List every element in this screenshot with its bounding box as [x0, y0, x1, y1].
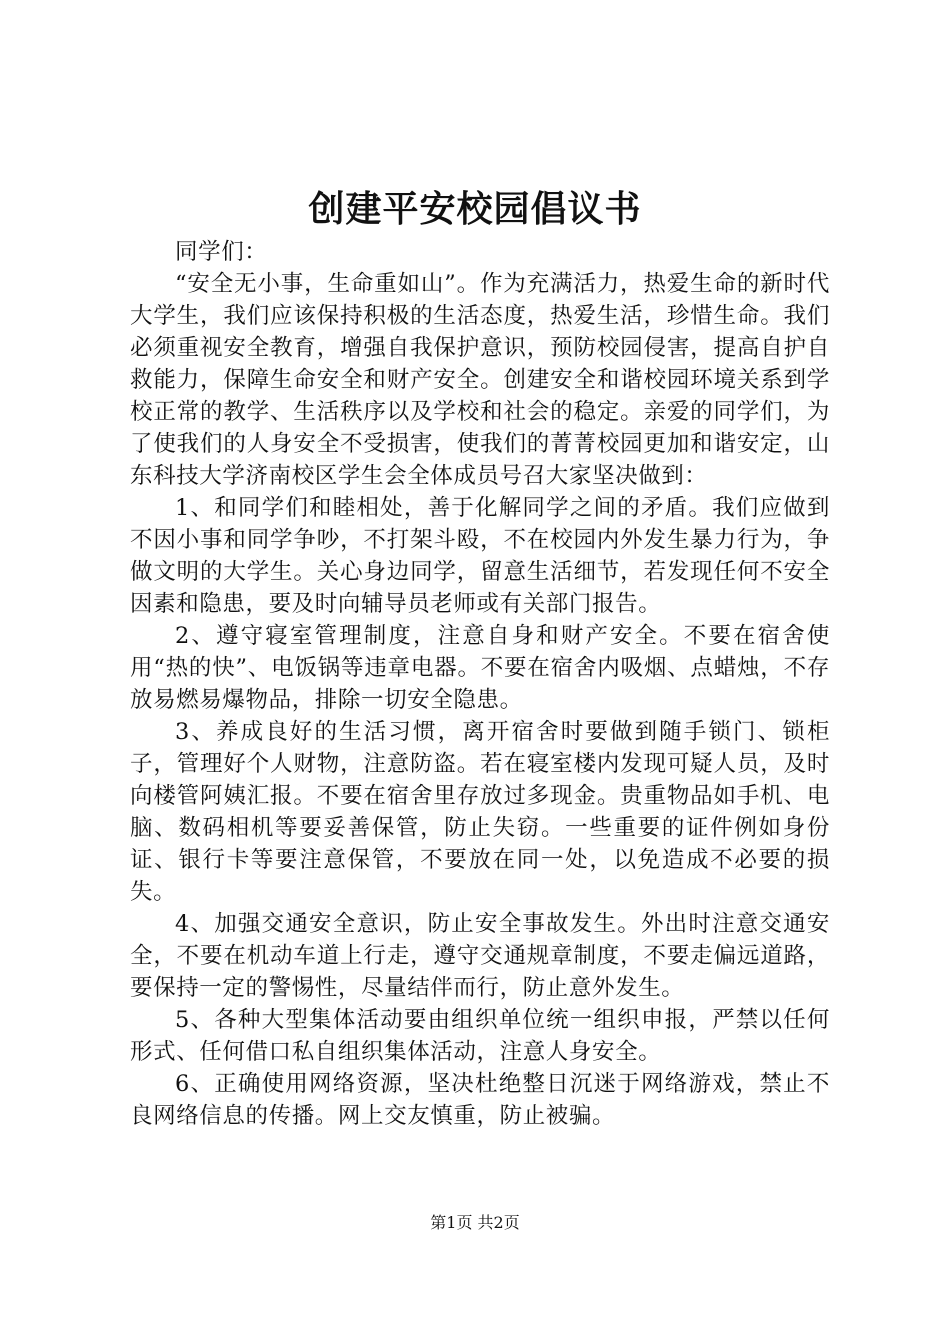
salutation: 同学们：	[175, 239, 268, 265]
paragraph-item-5: 5、各种大型集体活动要由组织单位统一组织申报，严禁以任何形式、任何借口私自组织集体活动，注意人身安全。	[130, 1007, 830, 1065]
document-title: 创建平安校园倡议书	[308, 188, 642, 230]
document-body	[130, 236, 830, 1132]
page-footer: 第1页 共2页	[430, 1213, 520, 1232]
paragraph-item-6: 6、正确使用网络资源，坚决杜绝整日沉迷于网络游戏，禁止不良网络信息的传播。网上交友慎重，防止被骗。	[130, 1071, 830, 1129]
paragraph-item-3: 3、养成良好的生活习惯，离开宿舍时要做到随手锁门、锁柜子，管理好个人财物，注意防盗。若在寝室楼内发现可疑人员，及时向楼管阿姨汇报。不要在宿舍里存放过多现金。贵重物品如手机、电脑、数码相机等要妥善保管，防止失窃。一些重要的证件例如身份证、银行卡等要注意保管，不要放在同一处，以免造成不必要的损失。	[130, 719, 830, 905]
paragraph-item-4: 4、加强交通安全意识，防止安全事故发生。外出时注意交通安全，不要在机动车道上行走，遵守交通规章制度，不要走偏远道路，要保持一定的警惕性，尽量结伴而行，防止意外发生。	[130, 911, 830, 1001]
paragraph-item-2: 2、遵守寝室管理制度，注意自身和财产安全。不要在宿舍使用“热的快”、电饭锅等违章电器。不要在宿舍内吸烟、点蜡烛，不存放易燃易爆物品，排除一切安全隐患。	[130, 623, 830, 713]
paragraph-item-1: 1、和同学们和睦相处，善于化解同学之间的矛盾。我们应做到不因小事和同学争吵，不打架斗殴，不在校园内外发生暴力行为，争做文明的大学生。关心身边同学，留意生活细节，若发现任何不安全因素和隐患，要及时向辅导员老师或有关部门报告。	[130, 495, 830, 617]
paragraph-intro: “安全无小事，生命重如山”。作为充满活力，热爱生命的新时代大学生，我们应该保持积极的生活态度，热爱生活，珍惜生命。我们必须重视安全教育，增强自我保护意识，预防校园侵害，提高自护自救能力，保障生命安全和财产安全。创建安全和谐校园环境关系到学校正常的教学、生活秩序以及学校和社会的稳定。亲爱的同学们，为了使我们的人身安全不受损害，使我们的菁菁校园更加和谐安定，山东科技大学济南校区学生会全体成员号召大家坚决做到：	[130, 271, 830, 489]
